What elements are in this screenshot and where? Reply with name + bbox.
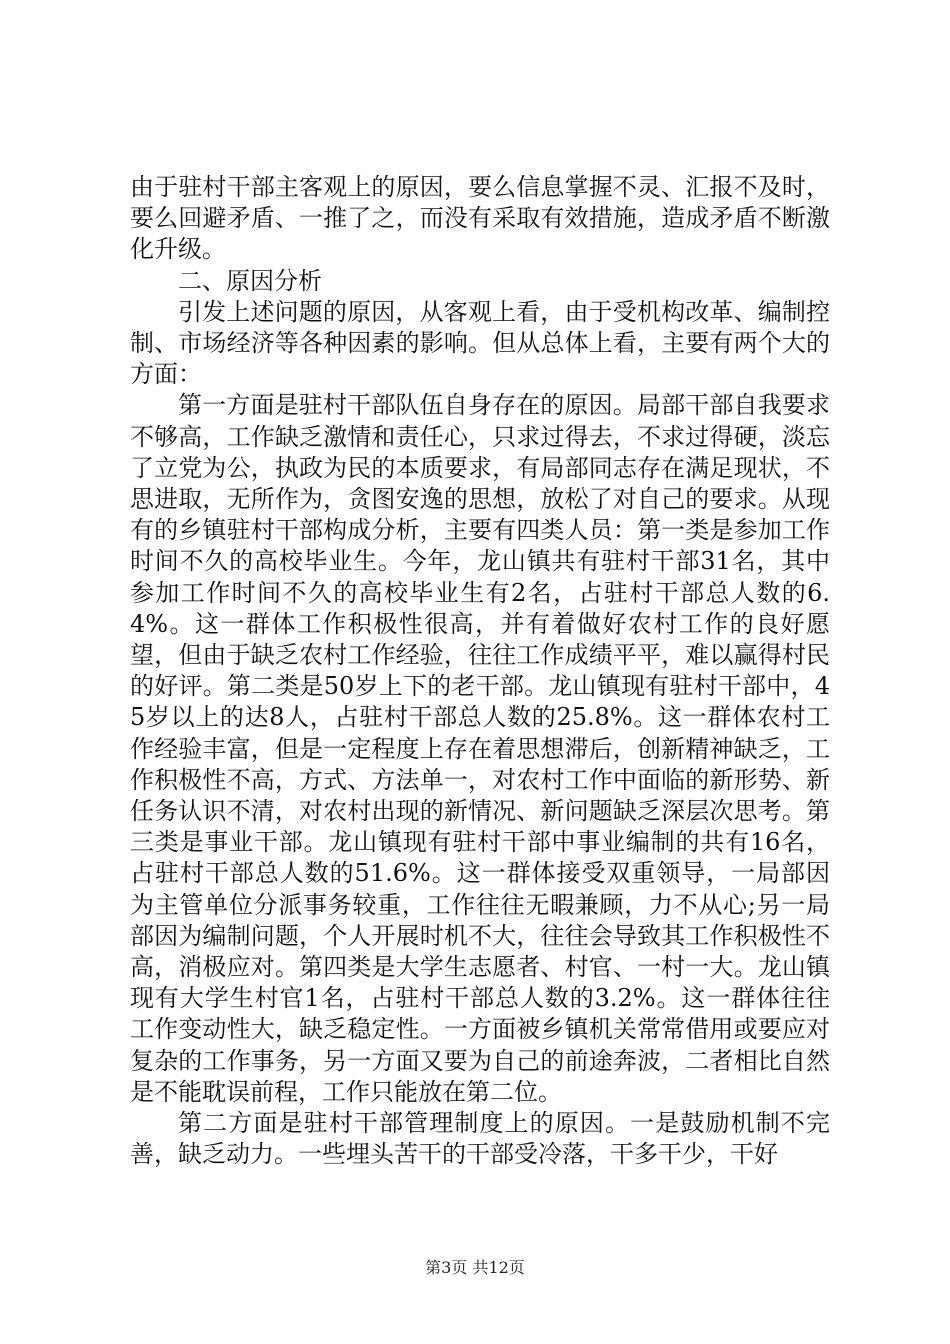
paragraph-intro: 引发上述问题的原因，从客观上看，由于受机构改革、编制控制、市场经济等各种因素的影响。但从总体上看，主要有两个大的方面： <box>130 297 830 389</box>
document-body <box>130 172 830 1171</box>
page-number-footer: 第3页 共12页 <box>425 1258 525 1277</box>
section-heading: 二、原因分析 <box>178 266 322 295</box>
paragraph-second-aspect: 第二方面是驻村干部管理制度上的原因。一是鼓励机制不完善，缺乏动力。一些埋头苦干的干部受冷落，干多干少，干好 <box>130 1109 830 1169</box>
paragraph-continuation: 由于驻村干部主客观上的原因，要么信息掌握不灵、汇报不及时，要么回避矛盾、一推了之，而没有采取有效措施，造成矛盾不断激化升级。 <box>130 173 830 264</box>
paragraph-first-aspect: 第一方面是驻村干部队伍自身存在的原因。局部干部自我要求不够高，工作缺乏激情和责任心，只求过得去，不求过得硬，淡忘了立党为公，执政为民的本质要求，有局部同志存在满足现状，不思进取，无所作为，贪图安逸的思想，放松了对自己的要求。从现有的乡镇驻村干部构成分析，主要有四类人员：第一类是参加工作时间不久的高校毕业生。今年，龙山镇共有驻村干部31名，其中参加工作时间不久的高校毕业生有2名，占驻村干部总人数的6.4%。这一群体工作积极性很高，并有着做好农村工作的良好愿望，但由于缺乏农村工作经验，往往工作成绩平平，难以赢得村民的好评。第二类是50岁上下的老干部。龙山镇现有驻村干部中，45岁以上的达8人，占驻村干部总人数的25.8%。这一群体农村工作经验丰富，但是一定程度上存在着思想滞后，创新精神缺乏，工作积极性不高，方式、方法单一，对农村工作中面临的新形势、新任务认识不清，对农村出现的新情况、新问题缺乏深层次思考。第三类是事业干部。龙山镇现有驻村干部中事业编制的共有16名，占驻村干部总人数的51.6%。这一群体接受双重领导，一局部因为主管单位分派事务较重，工作往往无暇兼顾，力不从心;另一局部因为编制问题，个人开展时机不大，往往会导致其工作积极性不高，消极应对。第四类是大学生志愿者、村官、一村一大。龙山镇现有大学生村官1名，占驻村干部总人数的3.2%。这一群体往往工作变动性大，缺乏稳定性。一方面被乡镇机关常常借用或要应对复杂的工作事务，另一方面又要为自己的前途奔波，二者相比自然是不能耽误前程，工作只能放在第二位。 <box>130 391 830 1106</box>
